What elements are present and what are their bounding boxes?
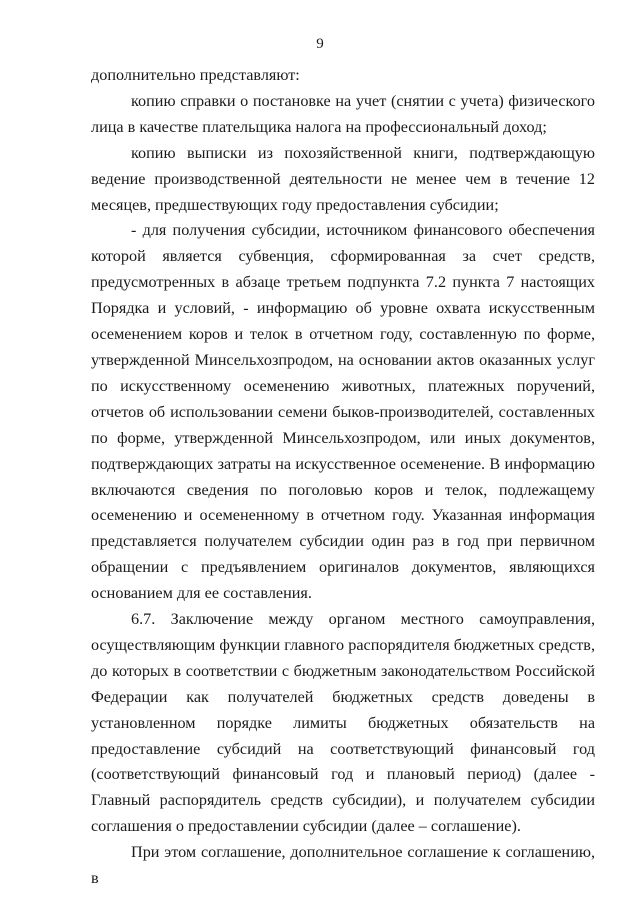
- page-number: 9: [316, 36, 324, 52]
- document-body: [91, 63, 595, 892]
- paragraph-continuation: дополнительно представляют:: [91, 66, 300, 84]
- paragraph-household-book: копию выписки из похозяйственной книги, подтверждающую ведение производственной деятельности не менее чем в течение 12 месяцев, предшествующих году предоставления субсидии;: [91, 143, 595, 214]
- paragraph-agreement: При этом соглашение, дополнительное соглашение к соглашению, в: [91, 843, 595, 888]
- paragraph-section-6-7: 6.7. Заключение между органом местного самоуправления, осуществляющим функции главного распорядителя бюджетных средств, до которых в соответствии с бюджетным законодательством Российской Федерации как получателей бюджетных средств доведены в установленном порядке лимиты бюджетных обязательств на предоставление субсидий на соответствующий финансовый год (соответствующий финансовый год и плановый период) (далее - Главный распорядитель средств субсидии), и получателем субсидии соглашения о предоставлении субсидии (далее – соглашение).: [91, 610, 595, 836]
- paragraph-tax-certificate: копию справки о постановке на учет (снятии с учета) физического лица в качестве плательщика налога на профессиональный доход;: [91, 91, 595, 136]
- paragraph-subvention-info: - для получения субсидии, источником финансового обеспечения которой является субвенция, сформированная за счет средств, предусмотренных в абзаце третьем подпункта 7.2 пункта 7 настоящих Порядка и условий, - информацию об уровне охвата искусственным осеменением коров и телок в отчетном году, составленную по форме, утвержденной Минсельхозпродом, на основании актов оказанных услуг по искусственному осеменению животных, платежных поручений, отчетов об использовании семени быков-производителей, составленных по форме, утвержденной Минсельхозпродом, или иных документов, подтверждающих затраты на искусственное осеменение. В информацию включаются сведения по поголовью коров и телок, подлежащему осеменению и осемененному в отчетном году. Указанная информация представляется получателем субсидии один раз в год при первичном обращении с предъявлением оригиналов документов, являющихся основанием для ее составления.: [91, 221, 595, 603]
